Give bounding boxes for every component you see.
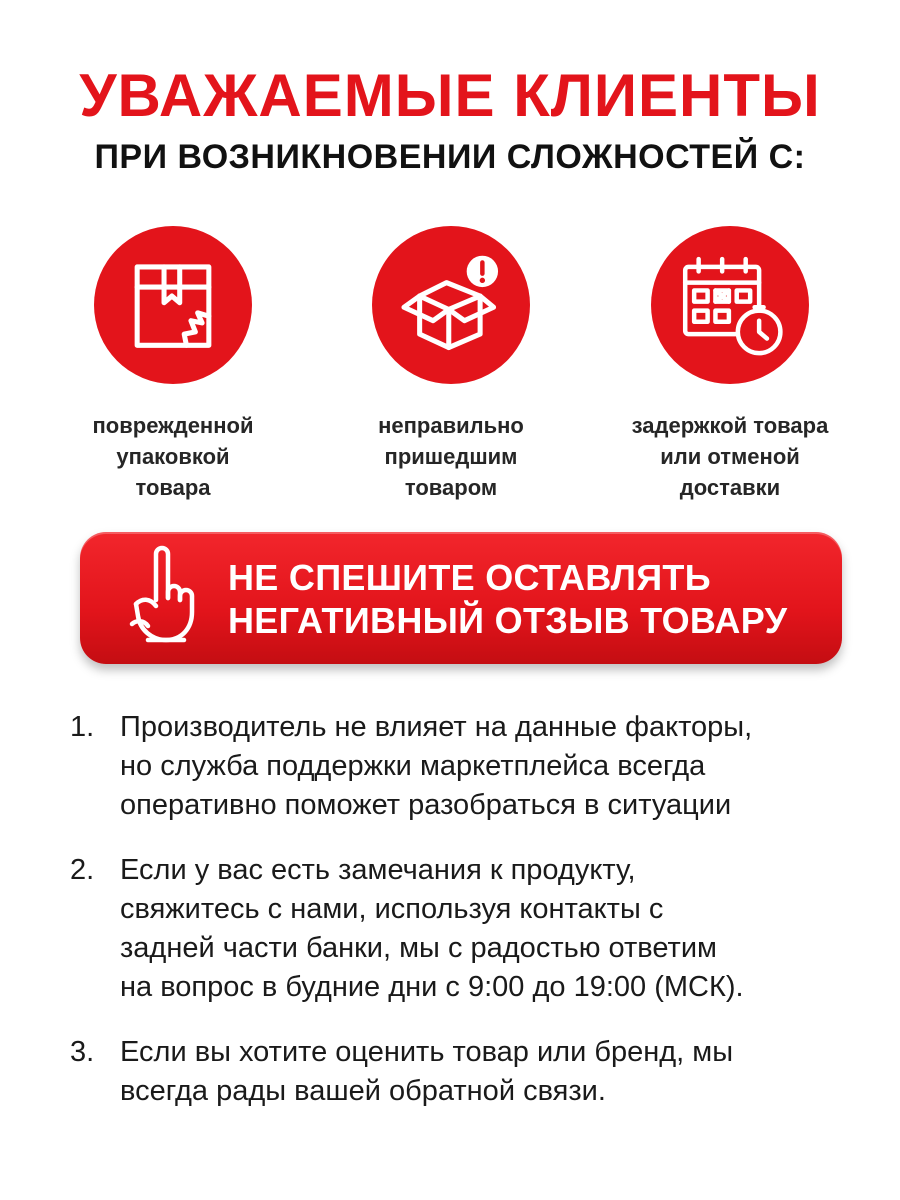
damaged-box-icon bbox=[94, 226, 252, 384]
page-title: УВАЖАЕМЫЕ КЛИЕНТЫ bbox=[79, 62, 821, 129]
banner-message: НЕ СПЕШИТЕ ОСТАВЛЯТЬ НЕГАТИВНЫЙ ОТЗЫВ ТОВАРУ bbox=[228, 557, 788, 641]
raised-finger-hand-icon bbox=[126, 544, 206, 652]
problem-caption: неправильно пришедшим товаром bbox=[378, 413, 524, 500]
problem-caption: поврежденной упаковкой товара bbox=[92, 413, 254, 500]
problem-caption: задержкой товара или отменой доставки bbox=[631, 413, 829, 500]
calendar-clock-icon bbox=[651, 226, 809, 384]
list-number: 3. bbox=[70, 1036, 95, 1068]
open-box-warning-icon bbox=[372, 226, 530, 384]
list-item: 3. Если вы хотите оценить товар или бренд, мы всегда рады вашей обратной связи. bbox=[70, 1033, 860, 1111]
list-item: 1. Производитель не влияет на данные факторы, но служба поддержки маркетплейса всегда оперативно поможет разобраться в ситуации bbox=[70, 708, 860, 825]
problem-wrong-item bbox=[321, 226, 581, 503]
instruction-list bbox=[70, 708, 860, 1137]
page-subtitle: ПРИ ВОЗНИКНОВЕНИИ СЛОЖНОСТЕЙ С: bbox=[94, 138, 806, 176]
warning-banner bbox=[80, 532, 842, 664]
list-item: 2. Если у вас есть замечания к продукту, свяжитесь с нами, используя контакты с задней части банки, мы с радостью ответим на вопрос в будние дни с 9:00 до 19:00 (МСК). bbox=[70, 851, 860, 1007]
list-number: 1. bbox=[70, 711, 95, 743]
problem-delivery-delay bbox=[600, 226, 860, 503]
problem-damaged-packaging bbox=[43, 226, 303, 503]
list-number: 2. bbox=[70, 854, 95, 886]
